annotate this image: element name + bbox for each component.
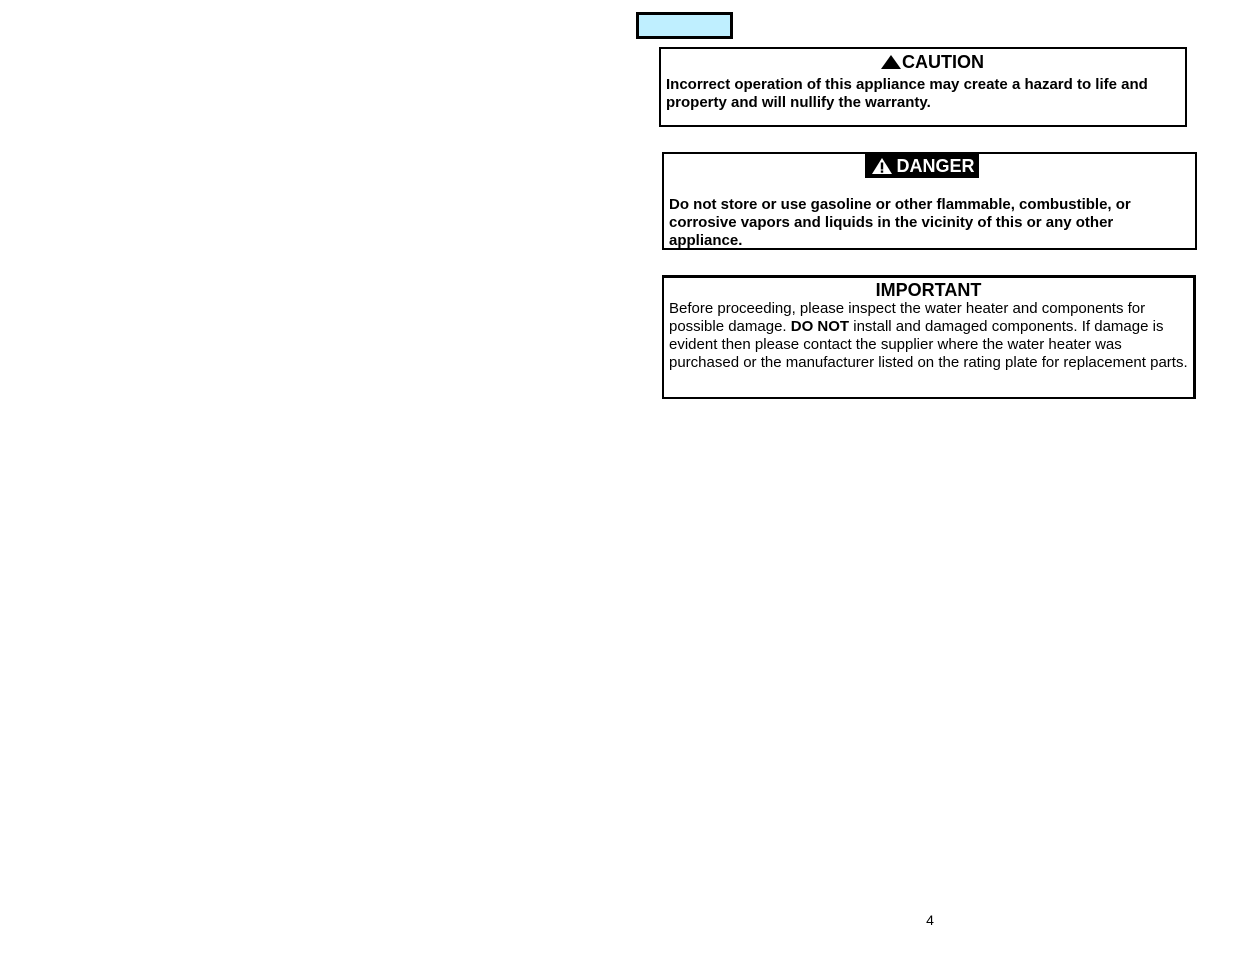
important-emphasis: DO NOT: [790, 318, 850, 335]
important-text: [669, 300, 1188, 372]
caution-heading-row: [666, 52, 1180, 76]
important-heading: IMPORTANT: [875, 280, 982, 300]
warning-exclamation-icon: [871, 157, 893, 175]
important-notice: [662, 275, 1196, 399]
warning-triangle-icon: [880, 54, 902, 70]
caution-heading-label: CAUTION: [902, 52, 984, 72]
important-text-end: install and damaged components. If damage is evident then please contact the supplier where the water heater was purchased or the manufacturer listed on the rating plate for replacement parts.: [669, 318, 1188, 371]
danger-heading-row: [669, 154, 1190, 181]
caution-text: Incorrect operation of this appliance may create a hazard to life and property and will nullify the warranty.: [666, 76, 1148, 111]
important-text-start: Before proceeding, please inspect the water heater and components for possible damage.: [669, 300, 1146, 335]
caution-notice: [659, 47, 1187, 127]
caution-heading: [862, 52, 984, 72]
page-number: 4: [926, 912, 934, 928]
danger-text: Do not store or use gasoline or other flammable, combustible, or corrosive vapors and liquids in the vicinity of this or any other appliance.: [669, 196, 1131, 249]
section-tab-marker: [636, 12, 733, 39]
danger-heading: [865, 154, 978, 178]
danger-notice: [662, 152, 1197, 250]
danger-heading-label: DANGER: [896, 156, 975, 176]
